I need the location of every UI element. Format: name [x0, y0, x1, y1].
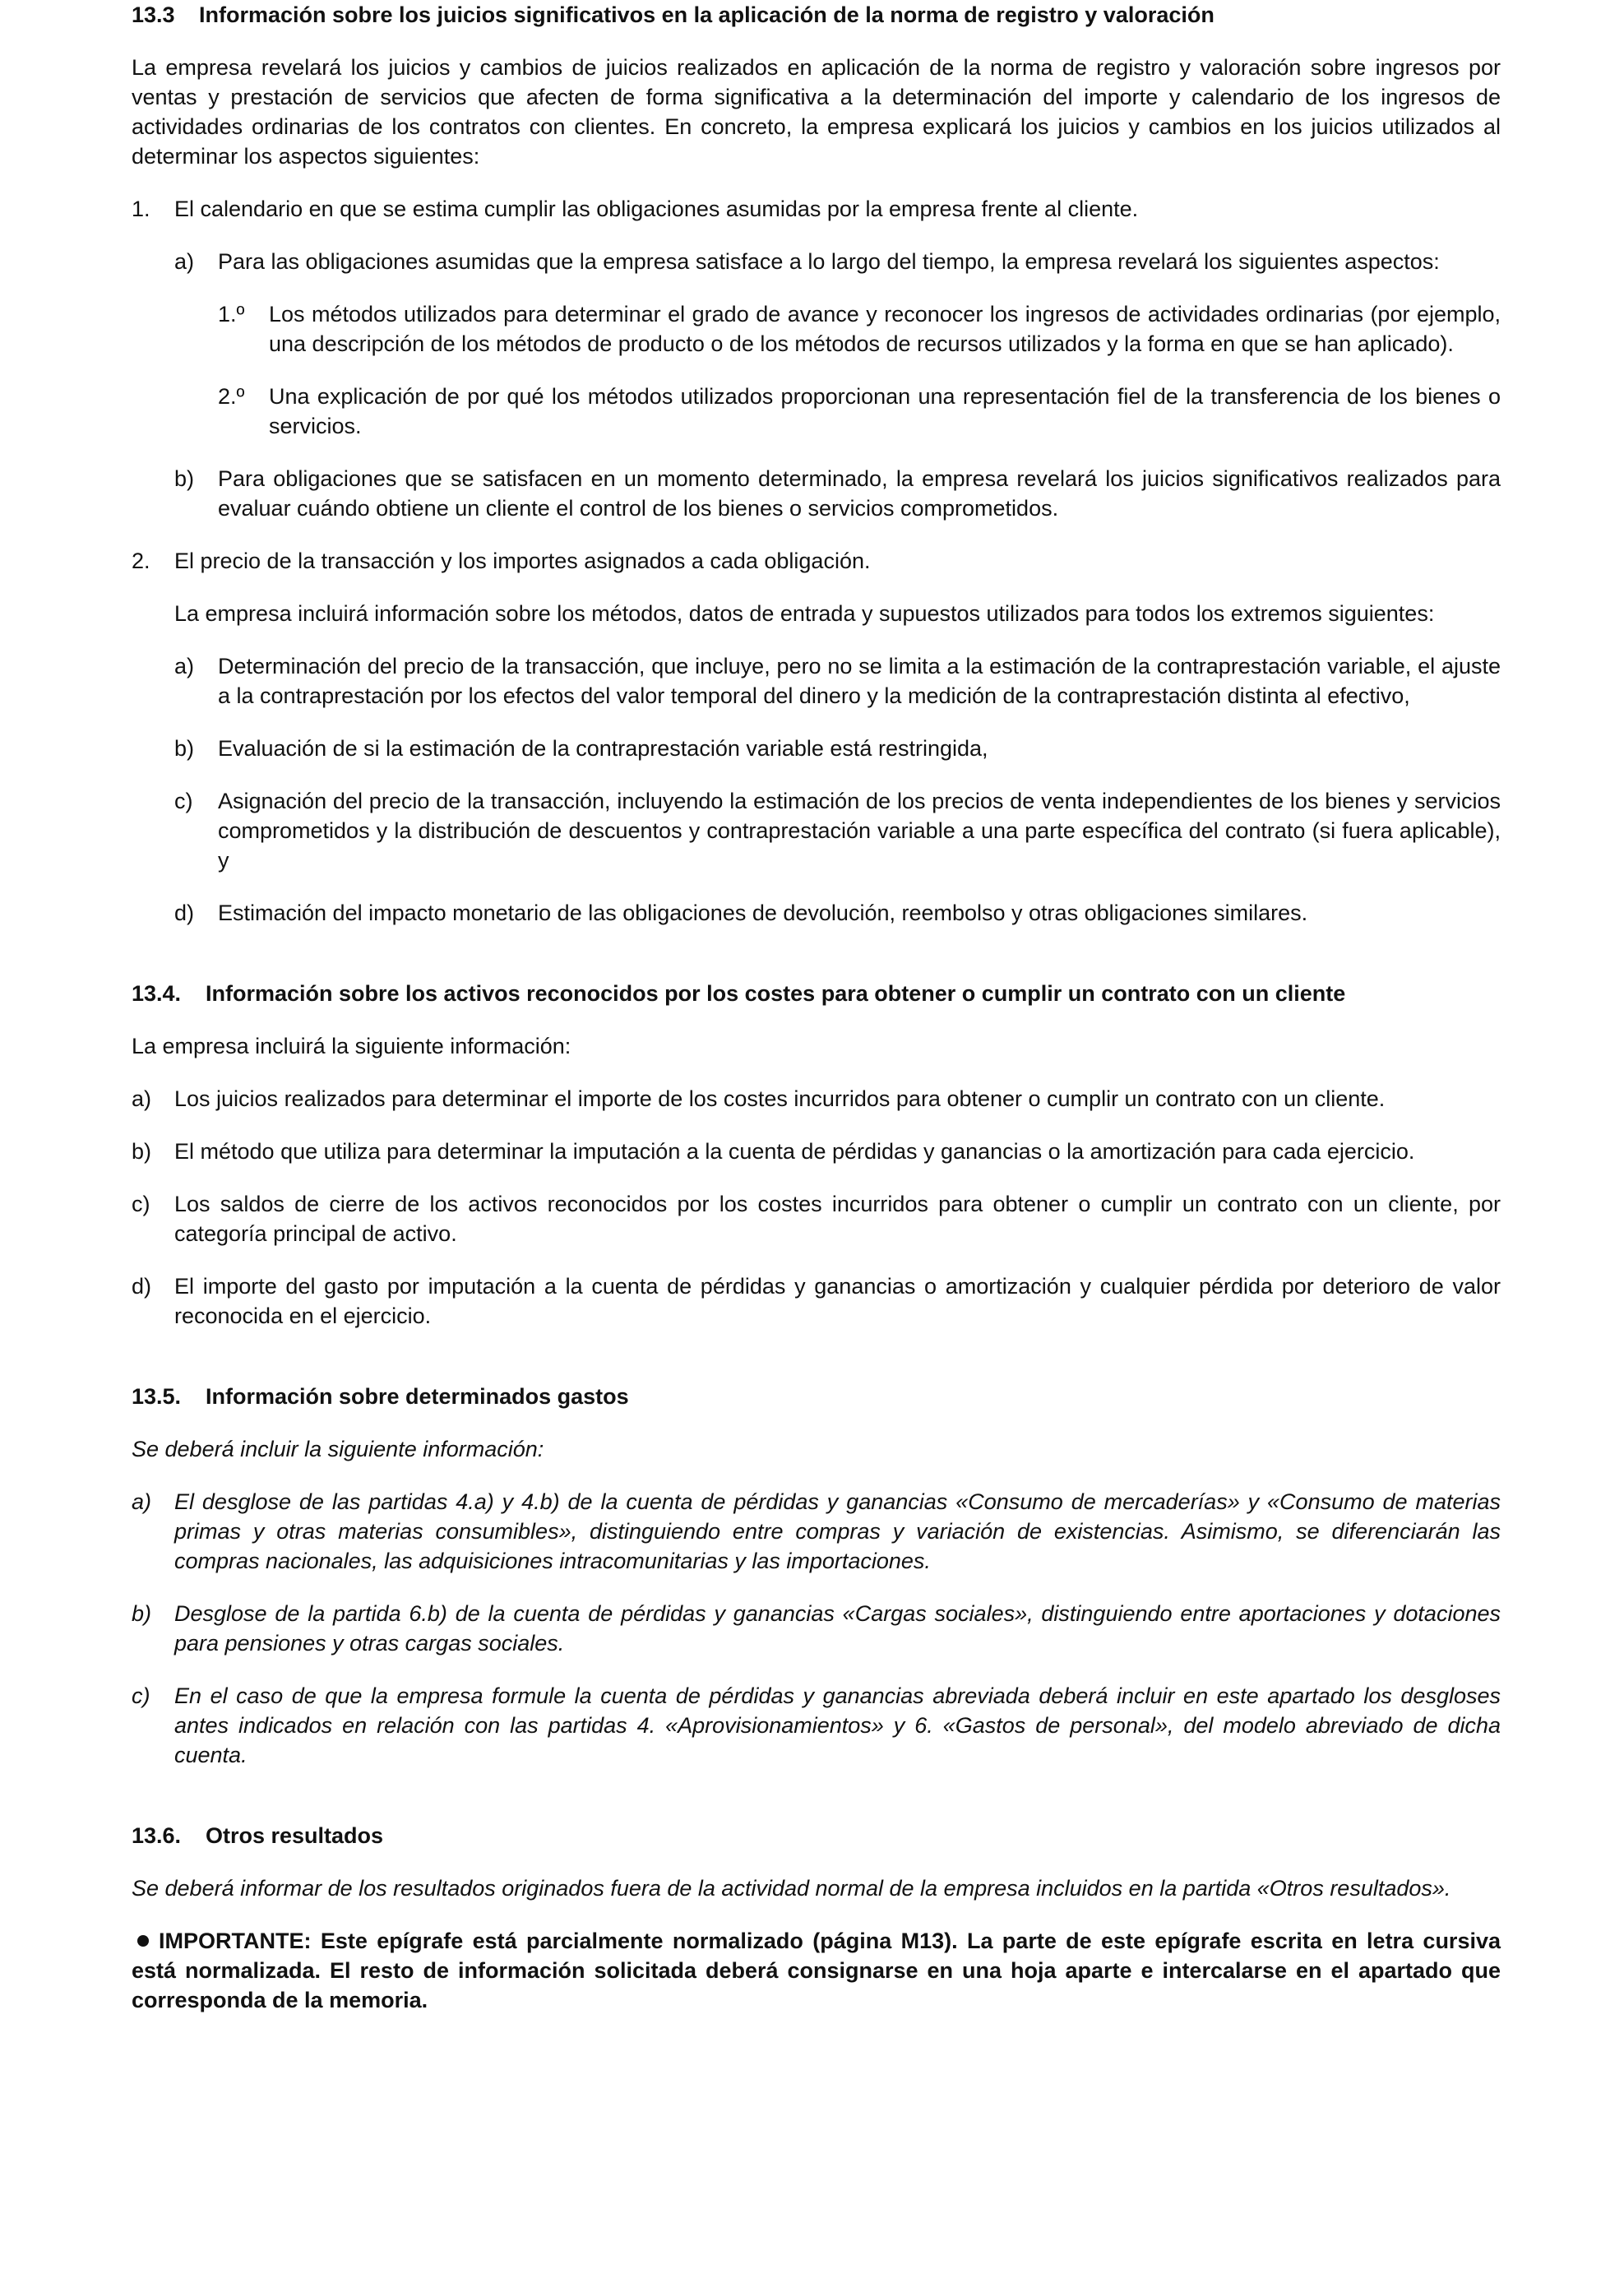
- list-marker: b): [132, 1139, 152, 1164]
- list-item: [174, 464, 1501, 523]
- section-number: 13.3: [132, 2, 175, 27]
- list-text: Evaluación de si la estimación de la contraprestación variable está restringida,: [218, 736, 988, 761]
- list-marker: b): [174, 736, 195, 761]
- list-item: [174, 247, 1501, 276]
- list-text: El precio de la transacción y los importes asignados a cada obligación.: [174, 549, 871, 573]
- list-text: Los saldos de cierre de los activos reconocidos por los costes incurridos para obtener o cumplir un contrato con un cliente, por categoría principal de activo.: [174, 1192, 1501, 1246]
- list-marker: b): [132, 1601, 152, 1626]
- paragraph: La empresa incluirá información sobre los métodos, datos de entrada y supuestos utilizados para todos los extremos siguientes:: [174, 601, 1435, 626]
- paragraph: La empresa incluirá la siguiente información:: [132, 1034, 571, 1058]
- paragraph: La empresa revelará los juicios y cambios de juicios realizados en aplicación de la norma de registro y valoración sobre ingresos por ventas y prestación de servicios que afecten de forma significativa a la determinación del importe y calendario de los ingresos de actividades ordinarias de los contratos con clientes. En concreto, la empresa explicará los juicios y cambios en los juicios utilizados al determinar los aspectos siguientes:: [132, 55, 1501, 169]
- list-item: [132, 1271, 1501, 1331]
- list-marker: c): [132, 1192, 150, 1216]
- list-text: En el caso de que la empresa formule la cuenta de pérdidas y ganancias abreviada deberá incluir en este apartado los desgloses antes indicados en relación con las partidas 4. «Aprovisionamientos» y 6. «Gastos de personal», del modelo abreviado de dicha cuenta.: [174, 1683, 1501, 1767]
- list-marker: a): [132, 1489, 152, 1514]
- list-marker: b): [174, 466, 195, 491]
- paragraph: Se deberá incluir la siguiente información:: [132, 1437, 544, 1461]
- list-item: [218, 382, 1501, 441]
- list-text: El importe del gasto por imputación a la cuenta de pérdidas y ganancias o amortización y cualquier pérdida por deterioro de valor reconocida en el ejercicio.: [174, 1274, 1501, 1328]
- list-marker: 1.: [132, 197, 150, 221]
- list-item: [132, 1487, 1501, 1576]
- section-number: 13.4.: [132, 981, 182, 1006]
- list-item: [174, 898, 1501, 928]
- important-note: [132, 1926, 1501, 2015]
- list-text: Desglose de la partida 6.b) de la cuenta de pérdidas y ganancias «Cargas sociales», distinguiendo entre aportaciones y dotaciones para pensiones y otras cargas sociales.: [174, 1601, 1501, 1656]
- section-title: Información sobre determinados gastos: [206, 1384, 629, 1409]
- section-heading-13-6: [132, 1821, 1501, 1850]
- list-text: El método que utiliza para determinar la imputación a la cuenta de pérdidas y ganancias o la amortización para cada ejercicio.: [174, 1139, 1415, 1164]
- section-heading-13-4: [132, 979, 1501, 1008]
- section-heading-13-5: [132, 1382, 1501, 1411]
- list-item: [174, 786, 1501, 875]
- list-item: [132, 194, 1501, 224]
- list-text: Estimación del impacto monetario de las obligaciones de devolución, reembolso y otras obligaciones similares.: [218, 901, 1308, 925]
- list-item: [132, 1599, 1501, 1658]
- list-marker: a): [174, 654, 195, 678]
- section-heading-13-3: [132, 0, 1501, 30]
- list-text: Para obligaciones que se satisfacen en un momento determinado, la empresa revelará los juicios significativos realizados para evaluar cuándo obtiene un cliente el control de los bienes o servicios comprometidos.: [218, 466, 1501, 521]
- list-marker: a): [174, 249, 195, 274]
- list-text: El desglose de las partidas 4.a) y 4.b) de la cuenta de pérdidas y ganancias «Consumo de mercaderías» y «Consumo de materias primas y otras materias consumibles», distinguiendo entre compras y variación de existencias. Asimismo, se diferenciarán las compras nacionales, las adquisiciones intracomunitarias y las importaciones.: [174, 1489, 1501, 1573]
- list-item: [132, 1137, 1501, 1166]
- list-marker: a): [132, 1086, 152, 1111]
- list-marker: c): [174, 789, 193, 813]
- section-title: Otros resultados: [206, 1823, 384, 1848]
- list-text: Los métodos utilizados para determinar el grado de avance y reconocer los ingresos de actividades ordinarias (por ejemplo, una descripción de los métodos de producto o de los métodos de recursos utilizados y la forma en que se han aplicado).: [269, 302, 1501, 356]
- list-marker: 1.º: [218, 302, 245, 326]
- list-text: Una explicación de por qué los métodos utilizados proporcionan una representación fiel de la transferencia de los bienes o servicios.: [269, 384, 1501, 438]
- list-item: [132, 1084, 1501, 1114]
- list-text: El calendario en que se estima cumplir las obligaciones asumidas por la empresa frente al cliente.: [174, 197, 1139, 221]
- list-marker: d): [174, 901, 195, 925]
- list-item: [174, 734, 1501, 763]
- list-text: Determinación del precio de la transacción, que incluye, pero no se limita a la estimación de la contraprestación variable, el ajuste a la contraprestación por los efectos del valor temporal del dinero y la medición de la contraprestación distinta al efectivo,: [218, 654, 1501, 708]
- bullet-icon: [137, 1935, 149, 1947]
- list-item: [218, 299, 1501, 359]
- important-text: IMPORTANTE: Este epígrafe está parcialmente normalizado (página M13). La parte de este epígrafe escrita en letra cursiva está normalizada. El resto de información solicitada deberá consignarse en una hoja aparte e intercalarse en el apartado que corresponda de la memoria.: [132, 1929, 1501, 2012]
- list-item: [132, 1189, 1501, 1248]
- list-marker: 2.: [132, 549, 150, 573]
- list-text: Asignación del precio de la transacción, incluyendo la estimación de los precios de venta independientes de los bienes y servicios comprometidos y la distribución de descuentos y contraprestación variable a una parte específica del contrato (si fuera aplicable), y: [218, 789, 1501, 873]
- section-number: 13.6.: [132, 1823, 182, 1848]
- list-item: [174, 651, 1501, 711]
- paragraph: Se deberá informar de los resultados originados fuera de la actividad normal de la empresa incluidos en la partida «Otros resultados».: [132, 1876, 1451, 1901]
- list-marker: d): [132, 1274, 152, 1299]
- list-text: Los juicios realizados para determinar el importe de los costes incurridos para obtener o cumplir un contrato con un cliente.: [174, 1086, 1386, 1111]
- list-marker: 2.º: [218, 384, 245, 409]
- list-marker: c): [132, 1683, 150, 1708]
- section-title: Información sobre los activos reconocidos por los costes para obtener o cumplir un contrato con un cliente: [206, 981, 1346, 1006]
- list-text: Para las obligaciones asumidas que la empresa satisface a lo largo del tiempo, la empresa revelará los siguientes aspectos:: [218, 249, 1440, 274]
- document-page: [132, 0, 1501, 2015]
- list-item: [132, 546, 1501, 576]
- section-number: 13.5.: [132, 1384, 182, 1409]
- list-item: [132, 1681, 1501, 1770]
- section-title: Información sobre los juicios significativos en la aplicación de la norma de registro y valoración: [199, 2, 1215, 27]
